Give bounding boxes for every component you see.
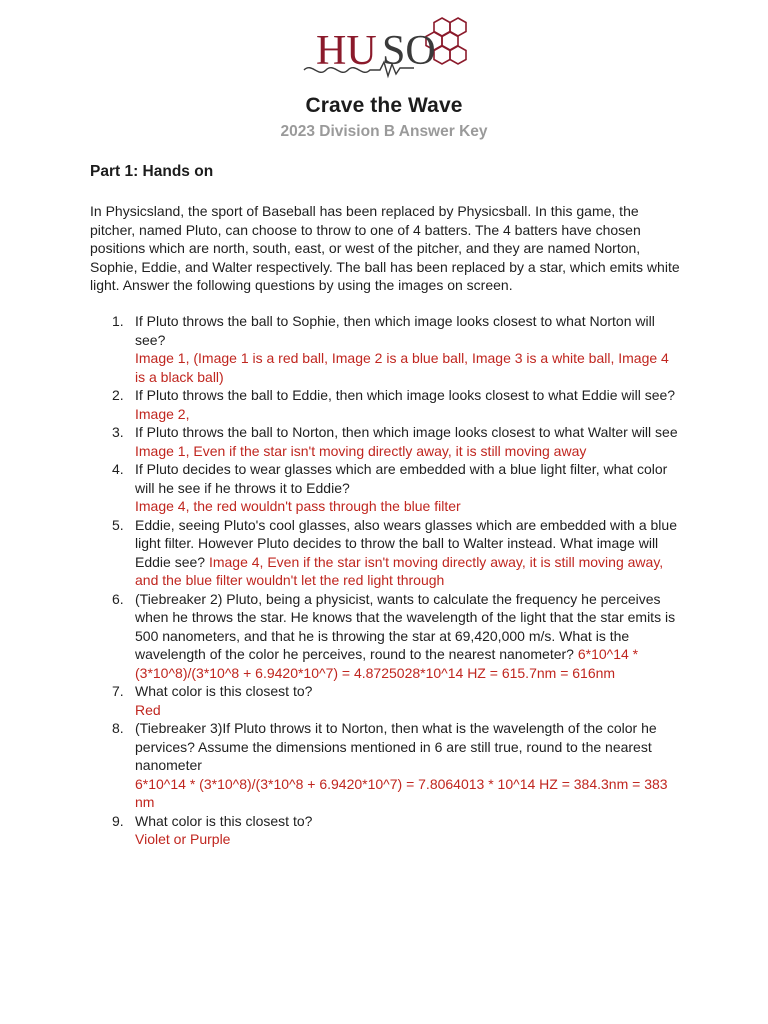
answer-text: 6*10^14 * (3*10^8)/(3*10^8 + 6.9420*10^7) = 4.8725028*10^14 HZ = 615.7nm = 616nm <box>135 646 639 681</box>
question-text: (Tiebreaker 3)If Pluto throws it to Norton, then what is the wavelength of the color he pervices? Assume the dimensions mentioned in 6 are still true, round to the nearest nanometer <box>135 720 657 773</box>
question-number: 3. <box>112 424 124 440</box>
answer-text: Image 4, the red wouldn't pass through the blue filter <box>135 498 461 514</box>
answer-text: Image 1, Even if the star isn't moving directly away, it is still moving away <box>135 442 587 459</box>
question-item-5 <box>90 516 680 590</box>
answer-text: 6*10^14 * (3*10^8)/(3*10^8 + 6.9420*10^7) = 7.8064013 * 10^14 HZ = 384.3nm = 383 nm <box>135 775 668 810</box>
question-number: 2. <box>112 387 124 403</box>
question-text: If Pluto throws the ball to Norton, then which image looks closest to what Walter will see <box>135 424 678 440</box>
huso-logo <box>302 12 468 84</box>
question-number: 5. <box>112 516 124 533</box>
question-number: 1. <box>112 313 124 329</box>
question-item-8 <box>90 719 680 812</box>
question-item-2 <box>90 386 680 423</box>
question-item-6 <box>90 590 680 683</box>
question-text: What color is this closest to? <box>135 812 313 829</box>
answer-text: Image 4, Even if the star isn't moving directly away, it is still moving away, and the blue filter wouldn't let the red light through <box>135 553 664 588</box>
logo-text-so: SO <box>382 28 436 74</box>
question-item-9 <box>90 812 680 849</box>
intro-paragraph: In Physicsland, the sport of Baseball has been replaced by Physicsball. In this game, the pitcher, named Pluto, can choose to throw to one of 4 batters. The 4 batters have chosen positions which are north, south, east, or west of the pitcher, and they are named Norton, Sophie, Eddie, and Walter respectively. The ball has been replaced by a star, which emits white light. Answer the following questions by using the images on screen. <box>90 203 680 293</box>
question-number: 7. <box>112 683 124 699</box>
question-text: If Pluto decides to wear glasses which are embedded with a blue light filter, what color will he see if he throws it to Eddie? <box>135 461 668 496</box>
answer-text: Violet or Purple <box>135 831 231 847</box>
question-number: 4. <box>112 461 124 477</box>
question-text: (Tiebreaker 2) Pluto, being a physicist, wants to calculate the frequency he perceives when he throws the star. He knows that the wavelength of the light that the star emits is 500 nanometers, and that he is throwing the star at 69,420,000 m/s. What is the wavelength of the color he perceives, round to the nearest nanometer? <box>135 590 676 662</box>
question-list <box>90 312 680 849</box>
question-item-4 <box>90 460 680 516</box>
question-text: Eddie, seeing Pluto's cool glasses, also wears glasses which are embedded with a blue light filter. However Pluto decides to throw the ball to Walter instead. What image will Eddie see? <box>135 516 677 570</box>
question-text: What color is this closest to? <box>135 683 313 699</box>
question-item-7 <box>90 682 680 719</box>
page-title: Crave the Wave <box>305 94 463 117</box>
answer-text: Image 2, <box>135 405 190 422</box>
question-text: If Pluto throws the ball to Eddie, then which image looks closest to what Eddie will see? <box>135 387 676 403</box>
page-subtitle: 2023 Division B Answer Key <box>280 123 488 140</box>
question-item-1 <box>90 312 680 386</box>
question-number: 8. <box>112 720 124 736</box>
question-item-3 <box>90 423 680 460</box>
answer-text: Image 1, (Image 1 is a red ball, Image 2 is a blue ball, Image 3 is a white ball, Image 4 is a black ball) <box>135 350 669 385</box>
logo-text-hu: HU <box>316 28 377 74</box>
answer-text: Red <box>135 701 161 718</box>
question-number: 6. <box>112 590 124 607</box>
section-title: Part 1: Hands on <box>90 163 214 180</box>
question-text: If Pluto throws the ball to Sophie, then which image looks closest to what Norton will see? <box>135 313 655 348</box>
question-number: 9. <box>112 812 124 829</box>
